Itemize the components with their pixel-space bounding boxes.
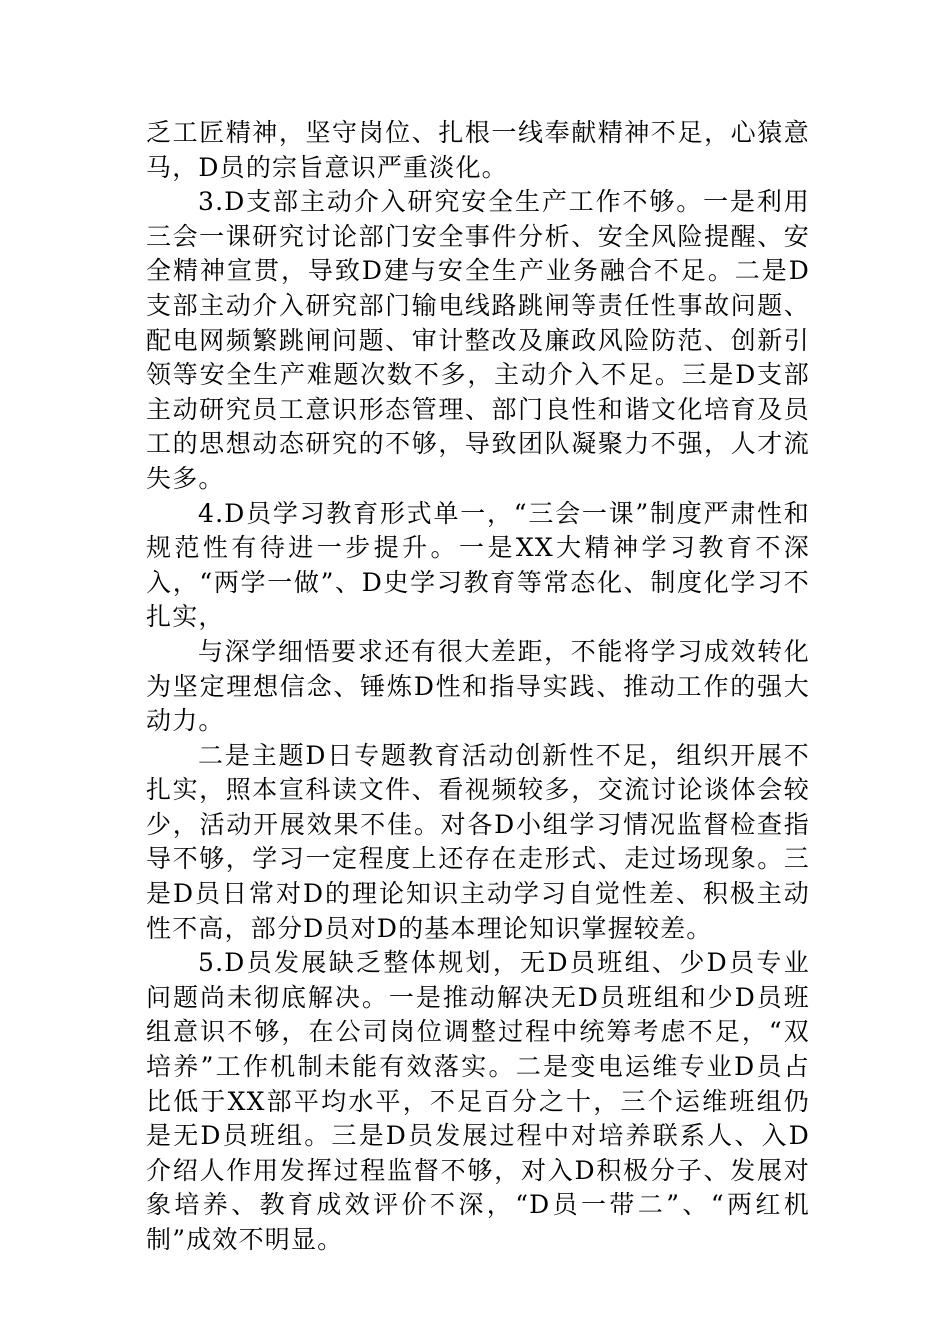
paragraph-item-3: 3.D支部主动介入研究安全生产工作不够。一是利用三会一课研究讨论部门安全事件分析、安全风险提醒、安全精神宣贯，导致D建与安全生产业务融合不足。二是D支部主动介入研究部门输电线路跳闸等责任性事故问题、配电网频繁跳闸问题、审计整改及廉政风险防范、创新引领等安全生产难题次数不多，主动介入不足。三是D支部主动研究员工意识形态管理、部门良性和谐文化培育及员工的思想动态研究的不够，导致团队凝聚力不强，人才流失多。 [146,187,810,493]
document-body [146,116,810,1258]
paragraph-item-4: 4.D员学习教育形式单一，“三会一课”制度严肃性和规范性有待进一步提升。一是XX大精神学习教育不深入，“两学一做”、D史学习教育等常态化、制度化学习不扎实， [146,498,810,632]
paragraph-continuation: 乏工匠精神，坚守岗位、扎根一线奉献精神不足，心猿意马，D员的宗旨意识严重淡化。 [146,118,810,182]
paragraph-item-4-part-two: 二是主题D日专题教育活动创新性不足，组织开展不扎实，照本宣科读文件、看视频较多，交流讨论谈体会较少，活动开展效果不佳。对各D小组学习情况监督检查指导不够，学习一定程度上还存在走形式、走过场现象。三是D员日常对D的理论知识主动学习自觉性差、积极主动性不高，部分D员对D的基本理论知识掌握较差。 [146,740,810,943]
paragraph-item-4-continued: 与深学细悟要求还有很大差距，不能将学习成效转化为坚定理想信念、锤炼D性和指导实践、推动工作的强大动力。 [146,636,810,736]
paragraph-item-5: 5.D员发展缺乏整体规划，无D员班组、少D员专业问题尚未彻底解决。一是推动解决无D员班组和少D员班组意识不够，在公司岗位调整过程中统筹考虑不足，“双培养”工作机制未能有效落实。二是变电运维专业D员占比低于XX部平均水平，不足百分之十，三个运维班组仍是无D员班组。三是D员发展过程中对培养联系人、入D介绍人作用发挥过程监督不够，对入D积极分子、发展对象培养、教育成效评价不深，“D员一带二”、“两红机制”成效不明显。 [146,948,810,1254]
